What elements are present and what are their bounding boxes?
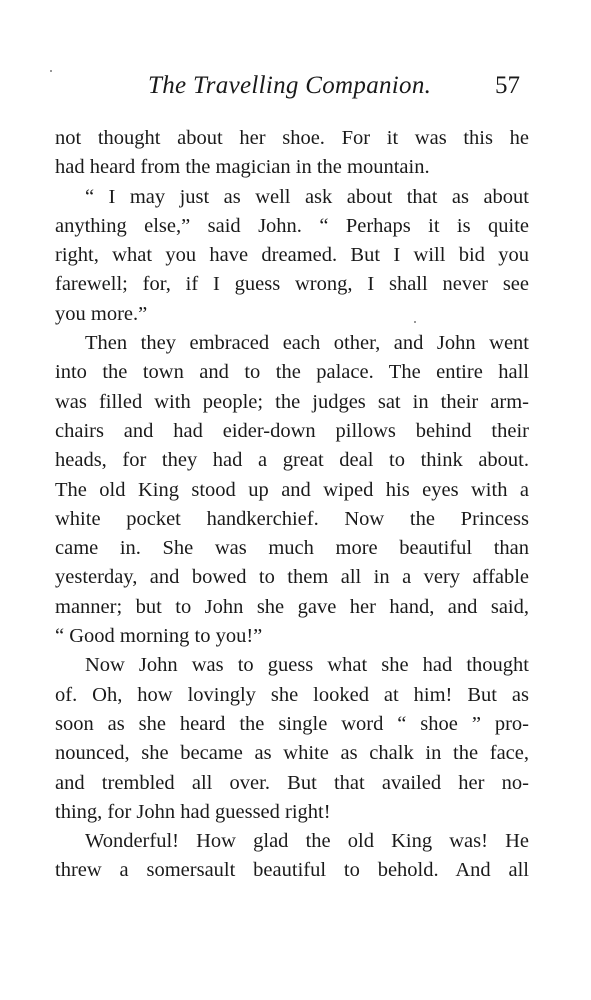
text-line: threw a somersault beautiful to behold. And all bbox=[55, 859, 529, 882]
text-line: came in. She was much more beautiful than bbox=[55, 537, 529, 560]
text-line: you more.” bbox=[55, 302, 148, 325]
text-line: thing, for John had guessed right! bbox=[55, 800, 331, 823]
body-text bbox=[55, 124, 529, 886]
paper-speck bbox=[50, 70, 52, 72]
text-line: white pocket handkerchief. Now the Princess bbox=[55, 507, 529, 530]
running-title: The Travelling Companion. bbox=[148, 72, 432, 99]
text-line: manner; but to John she gave her hand, and said, bbox=[55, 595, 529, 618]
text-line: Then they embraced each other, and John went bbox=[85, 332, 529, 355]
text-line: soon as she heard the single word “ shoe ” pro- bbox=[55, 712, 529, 735]
text-line: farewell; for, if I guess wrong, I shall never see bbox=[55, 273, 529, 296]
text-line: yesterday, and bowed to them all in a very affable bbox=[55, 566, 529, 589]
text-line: of. Oh, how lovingly she looked at him! But as bbox=[55, 683, 529, 706]
text-line: anything else,” said John. “ Perhaps it is quite bbox=[55, 214, 529, 237]
text-line: nounced, she became as white as chalk in the face, bbox=[55, 742, 529, 765]
text-line: right, what you have dreamed. But I will bid you bbox=[55, 244, 529, 267]
text-line: “ I may just as well ask about that as about bbox=[85, 185, 529, 208]
text-line: The old King stood up and wiped his eyes with a bbox=[55, 478, 529, 501]
text-line: into the town and to the palace. The entire hall bbox=[55, 361, 529, 384]
text-line: heads, for they had a great deal to think about. bbox=[55, 449, 529, 472]
text-line: Now John was to guess what she had thought bbox=[85, 654, 529, 677]
text-line: and trembled all over. But that availed her no- bbox=[55, 771, 529, 794]
page-number: 57 bbox=[495, 72, 520, 99]
text-line: was filled with people; the judges sat in their arm- bbox=[55, 390, 529, 413]
text-line: chairs and had eider-down pillows behind their bbox=[55, 419, 529, 442]
running-head bbox=[140, 72, 520, 106]
text-line: Wonderful! How glad the old King was! He bbox=[85, 830, 529, 853]
paper-speck bbox=[414, 321, 416, 323]
text-line: not thought about her shoe. For it was this he bbox=[55, 127, 529, 149]
text-line: had heard from the magician in the mountain. bbox=[55, 156, 430, 179]
text-line: “ Good morning to you!” bbox=[55, 625, 263, 648]
